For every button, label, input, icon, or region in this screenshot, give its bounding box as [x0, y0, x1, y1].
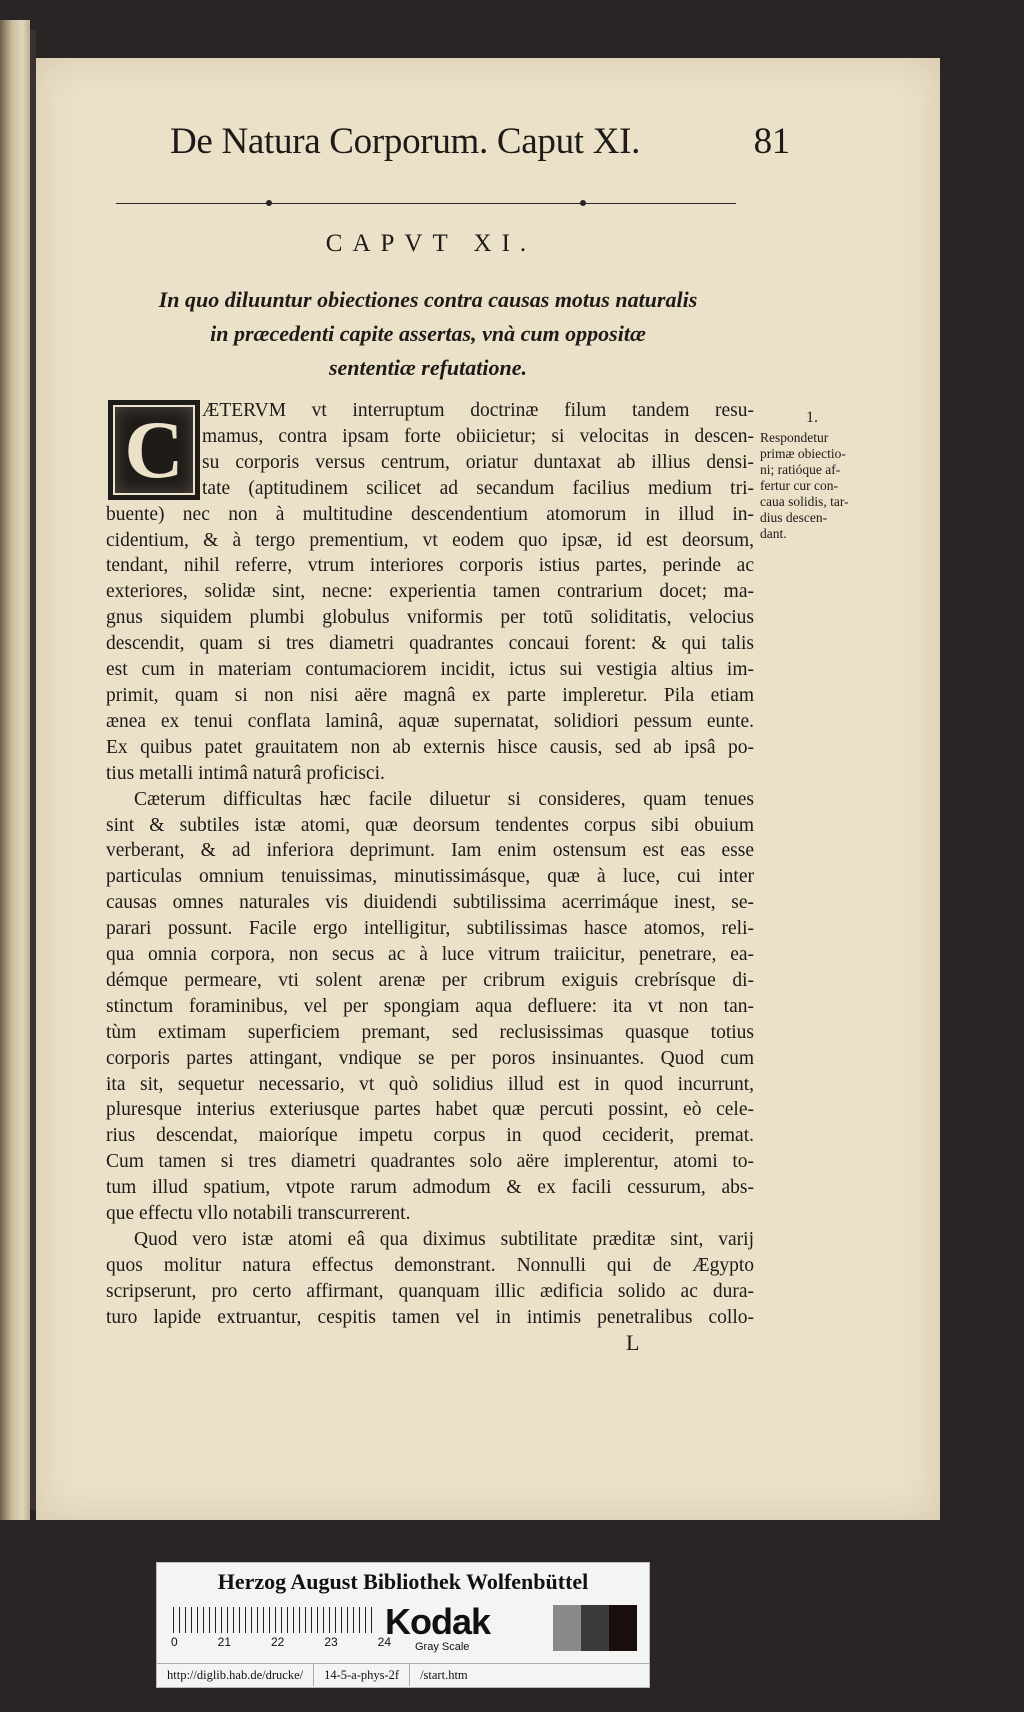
text-line: sint & subtiles istæ atomi, quæ deorsum tendentes corpus sibi obuium: [106, 814, 754, 836]
gray-scale-label: Gray Scale: [415, 1641, 470, 1653]
previous-page-edge: [0, 20, 30, 1520]
text-line: tum illud spatium, vtpote rarum admodum & ex facili cessurum, abs-: [106, 1177, 754, 1199]
ruler-numbers: [171, 1635, 391, 1649]
text-line: Cum tamen si tres diametri quadrantes solo aëre implerentur, atomi to-: [106, 1151, 754, 1173]
text-line: que effectu vllo notabili transcurrerent.: [106, 1203, 411, 1225]
chapter-subtitle: [108, 283, 748, 385]
text-line: tate (aptitudinem scilicet ad secandum facilius medium tri-: [202, 477, 754, 499]
text-line: Quod vero istæ atomi eâ qua diximus subtilitate præditæ sint, varij: [134, 1229, 754, 1250]
ruler-number: 21: [217, 1635, 232, 1649]
book-page: [36, 58, 940, 1520]
margin-note-number: 1.: [806, 409, 818, 426]
subtitle-line: In quo diluuntur obiectiones contra causas motus naturalis: [158, 287, 698, 312]
margin-note-line: fertur cur con-: [760, 478, 838, 493]
text-line: quos molitur natura effectus demonstrant. Nonnulli qui de Ægypto: [106, 1254, 754, 1276]
text-line: ænea ex tenui conflata laminâ, aquæ supernatat, solidiori pessum eunte.: [106, 710, 754, 732]
chapter-title: CAPVT XI.: [325, 230, 537, 257]
text-line: verberant, & ad inferiora deprimunt. Iam enim ostensum est eas esse: [106, 840, 754, 862]
text-line: Ex quibus patet grauitatem non ab externis hisce causis, sed ab ipsâ po-: [106, 736, 754, 758]
ruler-number: 0: [171, 1635, 178, 1649]
subtitle-line: sententiæ refutatione.: [328, 355, 527, 380]
gray-swatches: [553, 1605, 637, 1651]
running-header: [170, 120, 790, 163]
text-line: mamus, contra ipsam forte obiicietur; si velocitas in descen-: [202, 425, 754, 447]
text-line: scripserunt, pro certo affirmant, quanquam illic ædificia solido ac dura-: [106, 1280, 754, 1302]
body-text: [106, 398, 754, 1331]
text-line: descendit, quam si tres diametri quadrantes concaui forent: & qui talis: [106, 633, 754, 655]
text-line: cidentium, & à tergo prementium, vt eodem quo ipsæ, id est deorsum,: [106, 529, 754, 551]
gray-swatch: [609, 1605, 637, 1651]
gray-swatch: [553, 1605, 581, 1651]
text-line: qua omnia corpora, non secus ac à luce vitrum traiicitur, penetrare, ea-: [106, 944, 754, 966]
text-line: ÆTERVM vt interruptum doctrinæ filum tandem resu-: [202, 400, 754, 421]
text-line: corporis partes attingant, vndique se per poros insinuantes. Quod cum: [106, 1047, 754, 1069]
margin-note-line: primæ obiectio-: [760, 446, 846, 461]
text-line: tùm extimam superficiem premant, sed reclusissimas quasque totius: [106, 1021, 754, 1043]
page-number: 81: [753, 121, 790, 162]
text-line: pluresque interius exteriusque partes habet quæ percuti possint, eò cele-: [106, 1099, 754, 1121]
text-line: ita sit, sequetur necessario, vt quò solidius illud est in quod incurrunt,: [106, 1073, 754, 1095]
subtitle-line: in præcedenti capite assertas, vnà cum oppositæ: [210, 321, 646, 346]
header-rule: [116, 203, 736, 204]
running-title: De Natura Corporum. Caput XI.: [170, 121, 641, 162]
ruler-scale: [173, 1607, 373, 1633]
margin-note-line: ni; ratióque af-: [760, 462, 841, 477]
text-line: stinctum foraminibus, vel per spongiam aqua defluere: ita vt non tan-: [106, 995, 754, 1017]
text-line: tius metalli intimâ naturâ proficisci.: [106, 762, 385, 784]
text-line: parari possunt. Facile ergo intelligitur, subtilissimas hasce atomos, reli-: [106, 918, 754, 940]
text-line: buente) nec non à multitudine descendentium atomorum in illud in-: [106, 503, 754, 525]
ruler-number: 23: [324, 1635, 338, 1649]
ornamental-drop-cap: C: [108, 400, 200, 500]
margin-note-line: Respondetur: [760, 430, 829, 445]
library-name: Herzog August Bibliothek Wolfenbüttel: [217, 1569, 589, 1594]
text-line: su corporis versus centrum, oriatur duntaxat ab illius densi-: [202, 451, 754, 473]
margin-note: [760, 410, 864, 542]
ruler-number: 24: [377, 1635, 391, 1649]
ruler-number: 22: [270, 1635, 285, 1649]
text-line: turo lapide extruantur, cespitis tamen vel in intimis penetralibus collo-: [106, 1306, 754, 1328]
margin-note-line: dius descen-: [760, 510, 828, 525]
url-part: 14-5-a-phys-2f: [313, 1664, 409, 1686]
text-line: causas omnes naturales vis diuidendi subtilissima acerrimáque inest, se-: [106, 892, 754, 914]
kodak-logo: Kodak: [385, 1601, 491, 1642]
url-row: [157, 1663, 649, 1686]
text-line: exteriores, solidæ sint, necne: experientia tamen contrarium docet; ma-: [106, 581, 754, 603]
text-line: démque permeare, vti solent arenæ per cribrum exiguis crebrísque di-: [106, 969, 754, 991]
url-part: /start.htm: [409, 1664, 478, 1686]
text-line: rius descendat, maioríque impetu corpus in quod ceciderit, premat.: [106, 1125, 754, 1147]
text-line: primit, quam si non nisi aëre magnâ ex parte impleretur. Pila etiam: [106, 684, 754, 706]
margin-note-line: dant.: [760, 526, 787, 541]
url-part: http://diglib.hab.de/drucke/: [167, 1668, 304, 1682]
text-line: gnus siquidem plumbi globulus vniformis per totū soliditatis, velocius: [106, 607, 754, 629]
text-line: est cum in materiam contumaciorem incidit, ictus sui vestigia altius im-: [106, 659, 754, 681]
text-line: Cæterum difficultas hæc facile diluetur si consideres, quam tenues: [134, 788, 754, 810]
gray-swatch: [581, 1605, 609, 1651]
library-label: [156, 1562, 650, 1688]
signature-mark: L: [626, 1330, 640, 1355]
margin-note-line: caua solidis, tar-: [760, 494, 849, 509]
text-line: tendant, nihil referre, vtrum interiores corporis istius partes, perinde ac: [106, 555, 754, 577]
text-line: particulas omnium tenuissimas, minutissimásque, quæ à luce, cui inter: [106, 866, 754, 888]
